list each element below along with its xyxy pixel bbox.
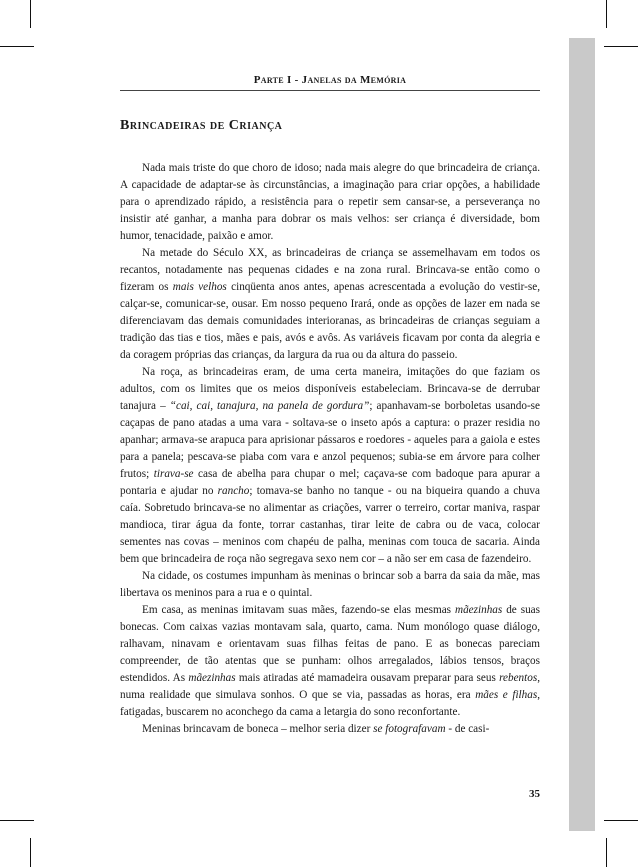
- text-run: Nada mais triste do que choro de idoso; nada mais alegre do que brincadeira de criança. A capacidade de adaptar-se às circunstâncias, a imaginação para criar opções, a habilidade para o aprendizado rápido, a resistência para o repetir sem cansar-se, a perseverança no insistir até ganhar, a manha para dobrar os mais velhos: ser criança é diversidade, bom humor, tenacidade, paixão e amor.: [120, 162, 540, 242]
- text-run: cinqüenta anos antes, apenas acrescentada a evolução do vestir-se, calçar-se, comunicar-se, ousar. Em nosso pequeno Irará, onde as opções de lazer em nada se diferenciavam das demais comunidades interioranas, as brincadeiras de crianças seguiam a tradição das tias e tios, mães e pais, avós e avôs. As variáveis ficavam por conta da alegria e da coragem próprias das crianças, da largura da rua ou da altura do passeio.: [120, 281, 541, 361]
- crop-mark: [606, 838, 607, 867]
- page-number: 35: [529, 788, 540, 800]
- italic-run: se fotografavam: [373, 723, 446, 735]
- crop-mark: [30, 0, 31, 28]
- text-run: Meninas brincavam de boneca – melhor seria dizer: [142, 723, 374, 735]
- paragraph: [120, 721, 540, 738]
- paragraph: [120, 160, 540, 245]
- text-run: mais atiradas até mamadeira ousavam preparar para seus: [235, 672, 500, 684]
- text-run: Na metade do Século XX, as brincadeiras de criança se assemelhavam em todos os recantos, notadamente nas pequenas cidades e na zona rural. Brincava-se então como o fizeram os: [120, 247, 540, 293]
- crop-mark: [604, 46, 638, 47]
- text-run: Na cidade, os costumes impunham às meninas o brincar sob a barra da saia da mãe, mas libertava os meninos para a rua e o quintal.: [120, 570, 540, 599]
- italic-run: rebentos: [499, 672, 538, 684]
- body-text: [120, 160, 540, 738]
- italic-run: mãezinhas: [455, 604, 503, 616]
- page-edge-tab: [569, 38, 595, 831]
- text-run: casa de abelha para chupar o mel; caçava-se com badoque para apurar a pontaria e ajudar no: [120, 468, 540, 497]
- italic-run: tirava-se: [153, 468, 194, 480]
- text-run: Na roça, as brincadeiras eram, de uma certa maneira, imitações do que faziam os adultos, com os limites que os meios disponíveis estabeleciam. Brincava-se de derrubar tanajura –: [120, 366, 540, 412]
- crop-mark: [0, 46, 34, 47]
- chapter-title: Brincadeiras de Criança: [120, 118, 283, 133]
- text-run: ; tomava-se banho no tanque - ou na biqueira quando a chuva caía. Sobretudo brincava-se no alimentar as criações, varrer o terreiro, cortar maniva, raspar mandioca, tirar água da fonte, torrar castanhas, tirar leite de cabra ou de vaca, colocar sementes nas covas – meninos com chapéu de palha, meninas com touca de sacaria. Ainda bem que brincadeira de roça não segregava sexo nem cor – a não ser em casa de fazendeiro.: [120, 485, 540, 565]
- paragraph: [120, 568, 540, 602]
- italic-run: mais velhos: [172, 281, 227, 293]
- text-run: - de casi-: [445, 723, 490, 735]
- paragraph: [120, 602, 540, 721]
- header-rule: [120, 90, 540, 91]
- crop-mark: [0, 820, 34, 821]
- crop-mark: [606, 0, 607, 28]
- text-run: , fatigadas, buscarem no aconchego da cama a letargia do sono reconfortante.: [120, 689, 540, 718]
- italic-run: “cai, cai, tanajura, na panela de gordura”: [169, 400, 370, 412]
- crop-mark: [30, 838, 31, 867]
- paragraph: [120, 364, 540, 568]
- text-run: , numa realidade que simulava sonhos. O que se via, passadas as horas, era: [120, 672, 541, 701]
- text-run: de suas bonecas. Com caixas vazias montavam sala, quarto, cama. Num monólogo quase diálogo, ralhavam, ninavam e orientavam suas filhas feitas de pano. E as bonecas pareciam compreender, de tão atentas que se punham: olhos arregalados, lábios tensos, braços estendidos. As: [120, 604, 541, 684]
- italic-run: rancho: [217, 485, 250, 497]
- text-run: Em casa, as meninas imitavam suas mães, fazendo-se elas mesmas: [142, 604, 455, 616]
- crop-mark: [604, 820, 638, 821]
- running-header: Parte I - Janelas da Memória: [253, 74, 407, 86]
- text-run: ; apanhavam-se borboletas usando-se caçapas de pano atadas a uma vara - soltava-se o inseto após a captura: o prazer residia no apanhar; armava-se arapuca para aprisionar pássaros e roedores - aqueles para a gaiola e estes para a panela; pescava-se piaba com vara e anzol pequenos; subia-se em árvore para colher frutos;: [120, 400, 541, 480]
- italic-run: mãezinhas: [188, 672, 236, 684]
- paragraph: [120, 245, 540, 364]
- italic-run: mães e filhas: [475, 689, 538, 701]
